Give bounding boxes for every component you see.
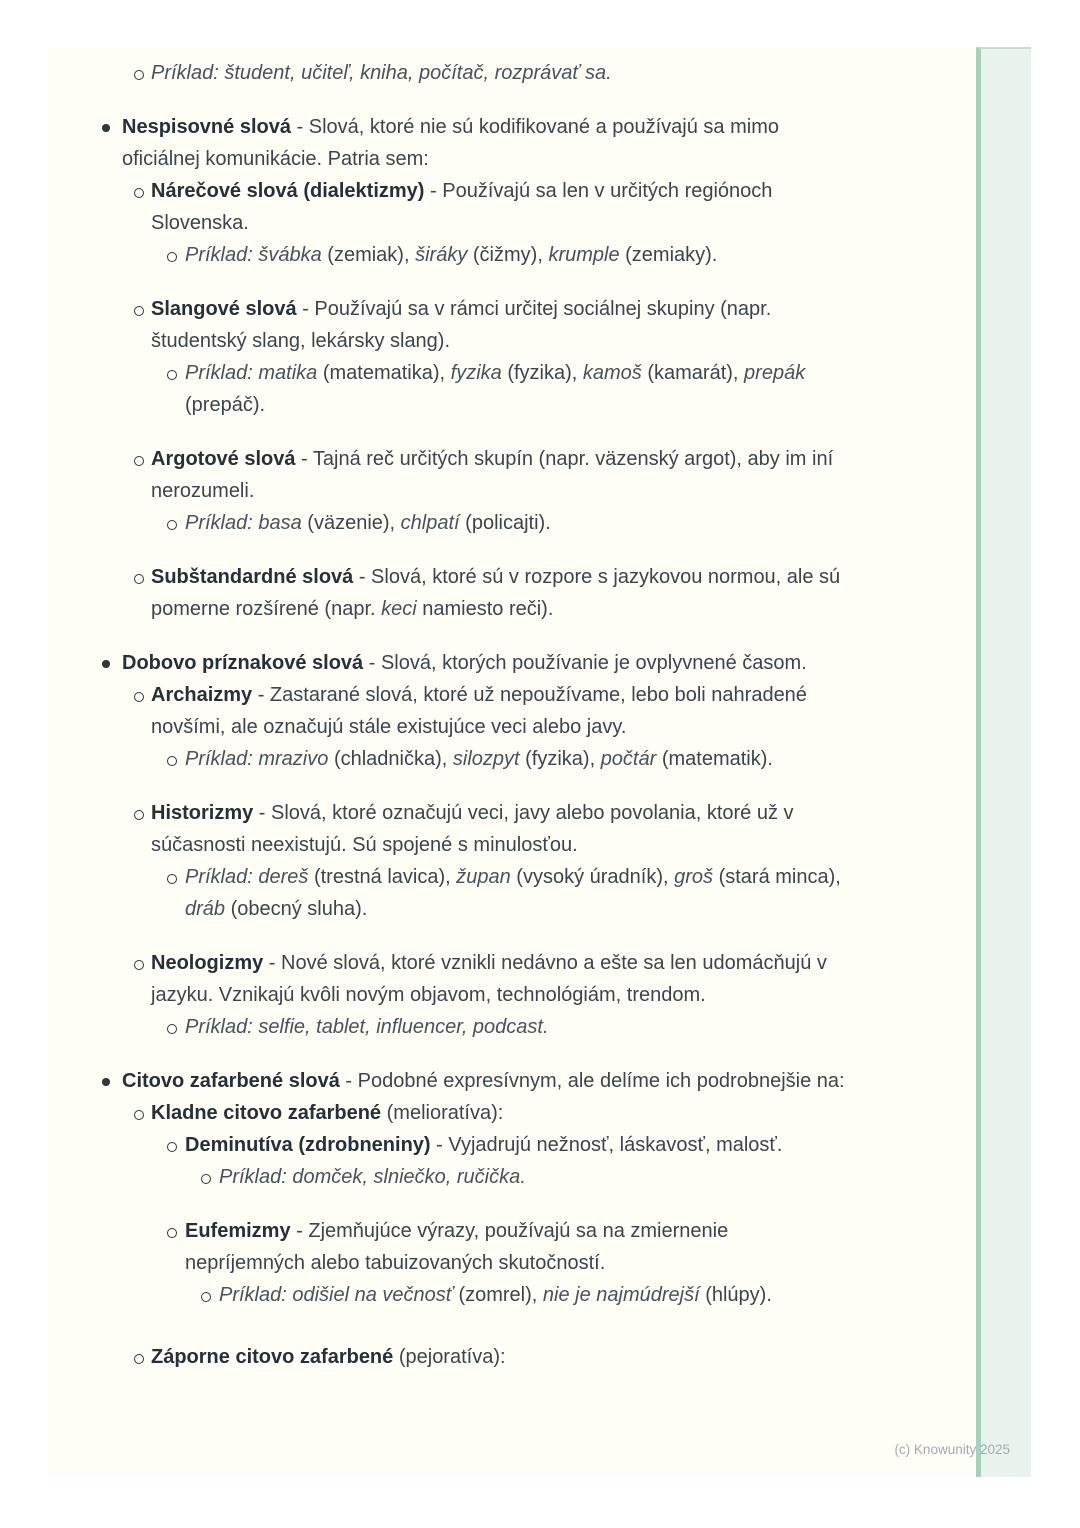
note-card [47,47,976,1477]
text-segment: Slangové slová [151,298,297,320]
text-segment: Príklad: študent, učiteľ, kniha, počítač, rozprávať sa. [151,62,612,84]
text-segment: (zemiaky). [625,244,718,266]
text-segment: Príklad: selfie, tablet, influencer, podcast. [185,1016,549,1038]
text-segment: Príklad: dereš [185,866,314,888]
text-segment: Neologizmy [151,952,264,974]
text-segment: počtár [600,748,662,770]
list-item [47,1215,847,1279]
list-item [47,561,847,625]
list-item [47,357,847,421]
text-segment: Príklad: mrazivo [185,748,334,770]
text-segment: prepák [744,362,806,384]
text-segment: - Používajú sa v rámci určitej sociálnej skupiny (napr. študentský slang, lekársky slang). [151,298,772,352]
list-item [47,743,847,775]
list-item [47,239,847,271]
text-segment: Príklad: basa [185,512,308,534]
text-segment: Záporne citovo zafarbené [151,1346,394,1368]
text-segment: Archaizmy [151,684,253,706]
text-segment: nie je najmúdrejší [542,1284,706,1306]
copyright-watermark: (c) Knowunity 2025 [894,1442,1010,1457]
text-segment: - Zjemňujúce výrazy, používajú sa na zmiernenie nepríjemných alebo tabuizovaných skutočností. [185,1220,729,1274]
text-segment: namiesto reči). [422,598,554,620]
list-item [47,797,847,861]
text-segment: Eufemizmy [185,1220,291,1242]
list-item [47,861,847,925]
text-segment: - Vyjadrujú nežnosť, láskavosť, malosť. [430,1134,783,1156]
text-segment: (zomrel), [458,1284,543,1306]
text-segment: - Slová, ktoré označujú veci, javy alebo povolania, ktoré už v súčasnosti neexistujú. Sú spojené s minulosťou. [151,802,794,856]
list-item [47,1341,847,1373]
text-segment: (stará minca), [718,866,841,888]
list-item [47,175,847,239]
text-segment: (fyzika), [525,748,601,770]
text-segment: (obecný sluha). [230,898,368,920]
text-segment: kamoš [582,362,648,384]
text-segment: (fyzika), [507,362,583,384]
list-item [47,57,847,89]
list-item [47,293,847,357]
list-item [47,1011,847,1043]
accent-stripe [976,47,1031,1477]
text-segment: (vysoký úradník), [516,866,675,888]
text-segment: (matematika), [322,362,451,384]
text-segment: (pejoratíva): [393,1346,506,1368]
text-segment: chlpatí [400,512,466,534]
text-segment: groš [674,866,719,888]
text-segment: Citovo zafarbené slová [122,1070,340,1092]
document-list [47,57,847,1373]
list-item [47,647,847,679]
text-segment: fyzika [450,362,508,384]
text-segment: - Slová, ktorých používanie je ovplyvnené časom. [363,652,807,674]
text-segment: - Slová, ktoré nie sú kodifikované a používajú sa mimo oficiálnej komunikácie. Patria sem: [122,116,779,170]
text-segment: (hlúpy). [705,1284,772,1306]
list-item [47,443,847,507]
text-segment: Dobovo príznakové slová [122,652,364,674]
text-segment: - Používajú sa len v určitých regiónoch Slovenska. [151,180,773,234]
text-segment: (čižmy), [472,244,549,266]
text-segment: (chladnička), [333,748,453,770]
list-item [47,507,847,539]
text-segment: - Nové slová, ktoré vznikli nedávno a ešte sa len udomácňujú v jazyku. Vznikajú kvôli novým objavom, technológiám, trendom. [151,952,827,1006]
text-segment: Argotové slová [151,448,296,470]
text-segment: Príklad: matika [185,362,323,384]
text-segment: širáky [415,244,473,266]
text-segment: - Tajná reč určitých skupín (napr. väzenský argot), aby im iní nerozumeli. [151,448,834,502]
list-item [47,679,847,743]
list-item [47,1065,847,1097]
list-item [47,947,847,1011]
text-segment: Príklad: domček, slniečko, ručička. [219,1166,526,1188]
text-segment: keci [381,598,423,620]
text-segment: Subštandardné slová [151,566,354,588]
text-segment: Nespisovné slová [122,116,291,138]
text-segment: silozpyt [452,748,526,770]
text-segment: župan [456,866,517,888]
list-item [47,1279,873,1311]
list-item [47,1097,847,1129]
text-segment: Deminutíva (zdrobneniny) [185,1134,431,1156]
text-segment: Nárečové slová (dialektizmy) [151,180,425,202]
list-item [47,111,847,175]
text-segment: Historizmy [151,802,254,824]
text-segment: - Zastarané slová, ktoré už nepoužívame, lebo boli nahradené novšími, ale označujú stále existujúce veci alebo javy. [151,684,807,738]
text-segment: Príklad: švábka [185,244,328,266]
text-segment: (melioratíva): [381,1102,504,1124]
text-segment: Kladne citovo zafarbené [151,1102,382,1124]
text-segment: dráb [185,898,231,920]
text-segment: (zemiak), [327,244,416,266]
text-segment: - Podobné expresívnym, ale delíme ich podrobnejšie na: [339,1070,845,1092]
text-segment: (matematik). [661,748,773,770]
text-segment: (policajti). [465,512,551,534]
text-segment: (trestná lavica), [313,866,457,888]
text-segment: - Slová, ktoré sú v rozpore s jazykovou normou, ale sú pomerne rozšírené (napr. [151,566,841,620]
text-segment: (prepáč). [185,394,266,416]
text-segment: (kamarát), [647,362,745,384]
list-item [47,1161,873,1193]
text-segment: krumple [548,244,626,266]
list-item [47,1129,847,1161]
text-segment: Príklad: odišiel na večnosť [219,1284,459,1306]
text-segment: (väzenie), [307,512,401,534]
